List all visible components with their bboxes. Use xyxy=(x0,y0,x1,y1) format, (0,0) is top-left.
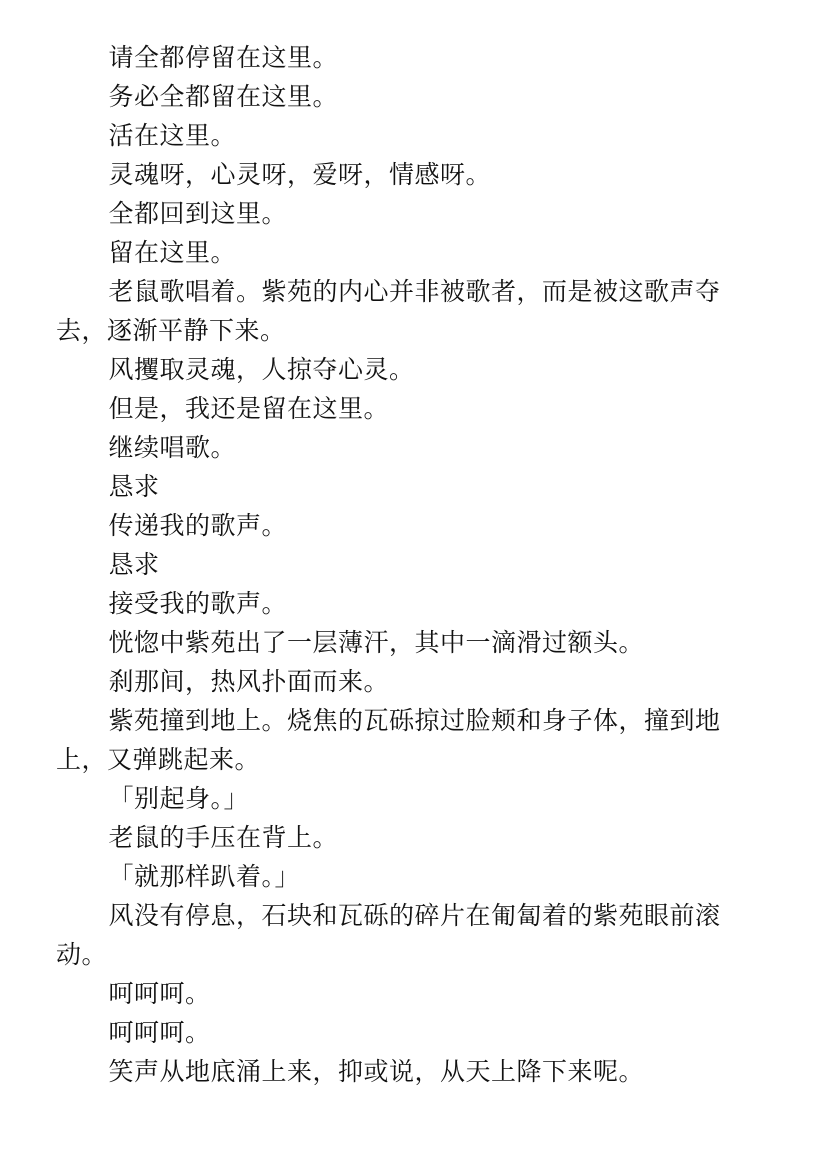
paragraph: 传递我的歌声。 xyxy=(108,511,288,540)
paragraph: 呵呵呵。 xyxy=(108,1018,211,1047)
paragraph: 风没有停息，石块和瓦砾的碎片在匍匐着的紫苑眼前滚动。 xyxy=(56,901,721,969)
paragraph: 活在这里。 xyxy=(108,121,237,150)
paragraph: 恳求 xyxy=(108,472,160,501)
paragraph: 但是，我还是留在这里。 xyxy=(108,394,390,423)
paragraph: 老鼠歌唱着。紫苑的内心并非被歌者，而是被这歌声夺去，逐渐平静下来。 xyxy=(56,277,721,345)
paragraph: 笑声从地底涌上来，抑或说，从天上降下来呢。 xyxy=(108,1057,645,1086)
paragraph: 刹那间，热风扑面而来。 xyxy=(108,667,390,696)
paragraph: 风攫取灵魂，人掠夺心灵。 xyxy=(108,355,415,384)
paragraph: 「就那样趴着。」 xyxy=(108,862,301,891)
document-page xyxy=(56,38,756,1091)
paragraph: 全都回到这里。 xyxy=(108,199,288,228)
paragraph: 灵魂呀，心灵呀，爱呀，情感呀。 xyxy=(108,160,492,189)
paragraph: 恍惚中紫苑出了一层薄汗，其中一滴滑过额头。 xyxy=(108,628,645,657)
paragraph: 请全都停留在这里。 xyxy=(108,43,339,72)
paragraph: 务必全都留在这里。 xyxy=(108,82,339,111)
paragraph: 呵呵呵。 xyxy=(108,979,211,1008)
paragraph: 留在这里。 xyxy=(108,238,237,267)
paragraph: 接受我的歌声。 xyxy=(108,589,288,618)
paragraph: 继续唱歌。 xyxy=(108,433,237,462)
paragraph: 老鼠的手压在背上。 xyxy=(108,823,339,852)
paragraph: 恳求 xyxy=(108,550,160,579)
paragraph: 「别起身。」 xyxy=(108,784,250,813)
paragraph: 紫苑撞到地上。烧焦的瓦砾掠过脸颊和身子体，撞到地上，又弹跳起来。 xyxy=(56,706,721,774)
